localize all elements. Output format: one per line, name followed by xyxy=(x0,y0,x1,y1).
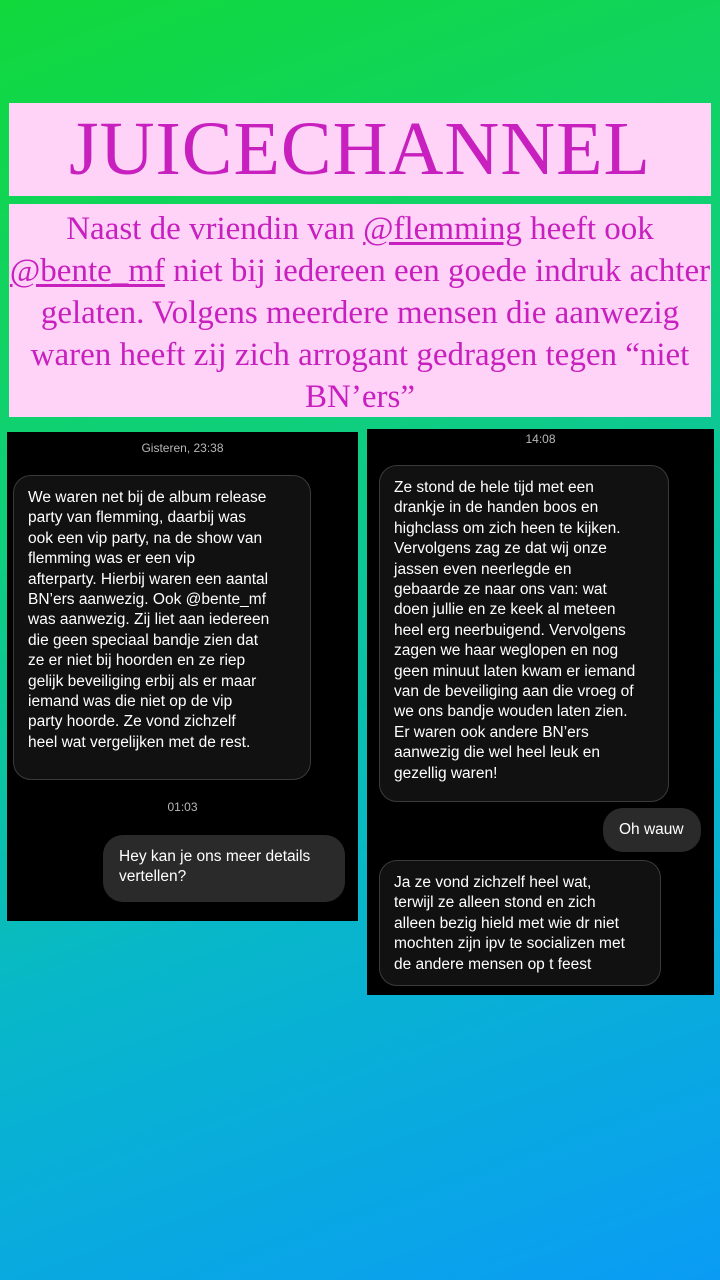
caption-text-3: niet bij iedereen een goede indruk achter gelaten. Volgens meerdere mensen die aanwezig waren heeft zij zich arrogant gedragen tegen “niet BN’ers” xyxy=(30,253,711,415)
outgoing-message: Oh wauw xyxy=(603,808,701,852)
caption-banner xyxy=(9,204,711,417)
incoming-message: Ja ze vond zichzelf heel wat, terwijl ze alleen stond en zich alleen bezig hield met wie dr niet mochten zijn ipv te socializen met de andere mensen op t feest xyxy=(379,860,661,986)
title-banner xyxy=(9,103,711,196)
incoming-message: Ze stond de hele tijd met een drankje in de handen boos en highclass om zich heen te kijken. Vervolgens zag ze dat wij onze jassen even neerlegde en gebaarde ze naar ons van: wat doen jullie en ze keek al meteen heel erg neerbuigend. Vervolgens zagen we haar weglopen en nog geen minuut laten kwam er iemand van de beveiliging aan die vroeg of we ons bandje wouden laten zien. Er waren ook andere BN’ers aanwezig die wel heel leuk en gezellig waren! xyxy=(379,465,669,802)
chat-screenshot-right xyxy=(367,429,714,995)
outgoing-message: Hey kan je ons meer details vertellen? xyxy=(103,835,345,902)
incoming-message: We waren net bij de album release party van flemming, daarbij was ook een vip party, na de show van flemming was er een vip afterparty. Hierbij waren een aantal BN’ers aanwezig. Ook @bente_mf was aanwezig. Zij liet aan iedereen die geen speciaal bandje zien dat ze er niet bij hoorden en ze riep gelijk beveiliging erbij als er maar iemand was die niet op de vip party hoorde. Ze vond zichzelf heel wat vergelijken met de rest. xyxy=(13,475,311,780)
timestamp: Gisteren, 23:38 xyxy=(141,441,224,455)
timestamp: 01:03 xyxy=(167,800,198,814)
chat-screenshot-left xyxy=(7,432,358,921)
caption-text-1: Naast de vriendin van xyxy=(66,211,364,247)
mention-bente-mf[interactable]: @bente_mf xyxy=(9,253,165,289)
timestamp: 14:08 xyxy=(525,432,556,446)
page-title: JUICECHANNEL xyxy=(69,107,651,191)
caption-text-2: heeft ook xyxy=(521,211,654,247)
mention-flemming[interactable]: @flemming xyxy=(363,211,522,247)
